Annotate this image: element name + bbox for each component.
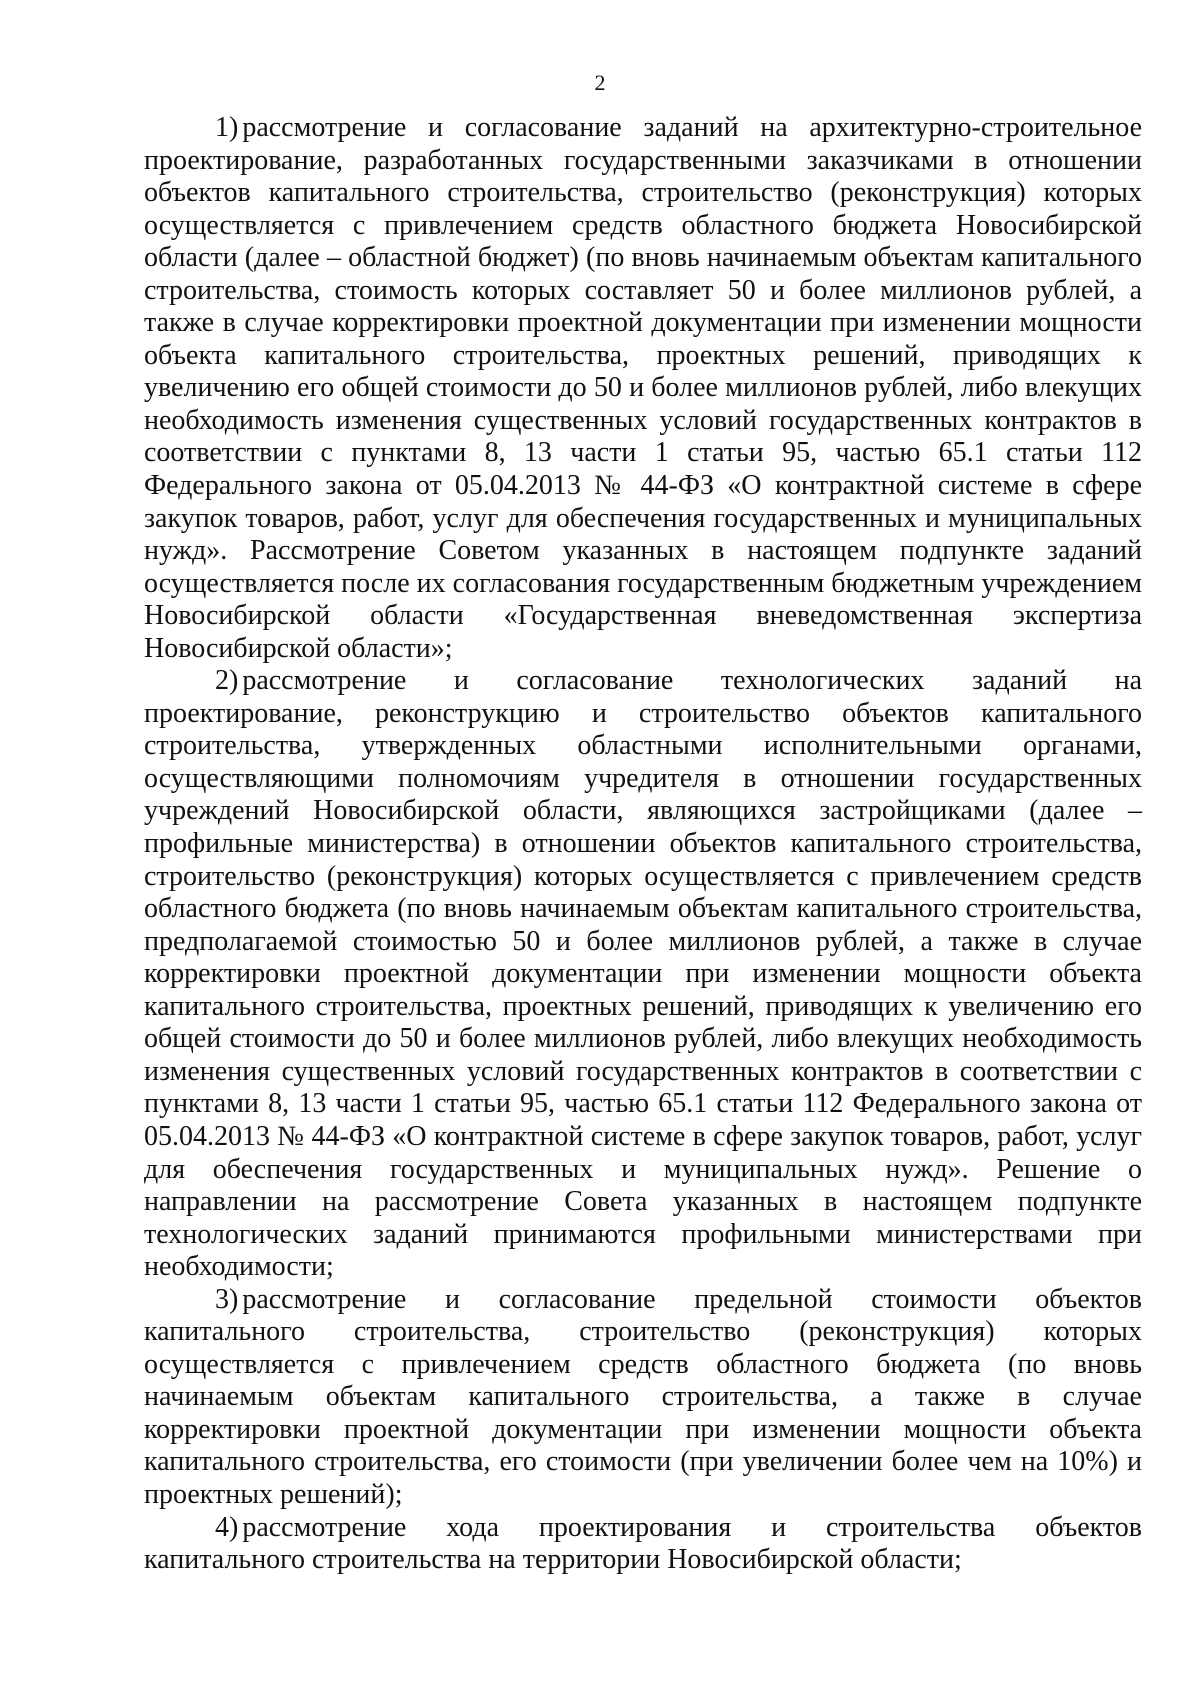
paragraph-item-3: [144, 1284, 1142, 1512]
paragraph-number: 4): [215, 1511, 239, 1543]
paragraph-text: рассмотрение хода проектирования и строительства объектов капитального строительства на территории Новосибирской области;: [144, 1511, 1142, 1576]
paragraph-number: 1): [215, 112, 239, 143]
page-number: 2: [594, 70, 606, 95]
paragraph-number: 2): [215, 665, 239, 697]
paragraph-item-4: [144, 1512, 1142, 1577]
document-body: [144, 112, 1142, 1577]
paragraph-text: рассмотрение и согласование предельной стоимости объектов капитального строительства, строительство (реконструкция) которых осуществляется с привлечением средств областного бюджета (по вновь начинаемым объектам капитального строительства, а также в случае корректировки проектной документации при изменении мощности объекта капитального строительства, его стоимости (при увеличении более чем на 10%) и проектных решений);: [144, 1283, 1142, 1510]
paragraph-text: рассмотрение и согласование заданий на архитектурно-строительное проектирование, разработанных государственными заказчиками в отношении объектов капитального строительства, строительство (реконструкция) которых осуществляется с привлечением средств областного бюджета Новосибирской области (далее – областной бюджет) (по вновь начинаемым объектам капитального строительства, стоимость которых составляет 50 и более миллионов рублей, а также в случае корректировки проектной документации при изменении мощности объекта капитального строительства, проектных решений, приводящих к увеличению его общей стоимости до 50 и более миллионов рублей, либо влекущих необходимость изменения существенных условий государственных контрактов в соответствии с пунктами 8, 13 части 1 статьи 95, частью 65.1 статьи 112 Федерального закона от 05.04.2013 № 44-ФЗ «О контрактной системе в сфере закупок товаров, работ, услуг для обеспечения государственных и муниципальных нужд». Рассмотрение Советом указанных в настоящем подпункте заданий осуществляется после их согласования государственным бюджетным учреждением Новосибирской области «Государственная вневедомственная экспертиза Новосибирской области»;: [144, 112, 1142, 664]
paragraph-number: 3): [215, 1283, 239, 1315]
paragraph-item-1: [144, 112, 1142, 665]
paragraph-item-2: [144, 665, 1142, 1283]
paragraph-text: рассмотрение и согласование технологических заданий на проектирование, реконструкцию и строительство объектов капитального строительства, утвержденных областными исполнительными органами, осуществляющими полномочиям учредителя в отношении государственных учреждений Новосибирской области, являющихся застройщиками (далее – профильные министерства) в отношении объектов капитального строительства, строительство (реконструкция) которых осуществляется с привлечением средств областного бюджета (по вновь начинаемым объектам капитального строительства, предполагаемой стоимостью 50 и более миллионов рублей, а также в случае корректировки проектной документации при изменении мощности объекта капитального строительства, проектных решений, приводящих к увеличению его общей стоимости до 50 и более миллионов рублей, либо влекущих необходимость изменения существенных условий государственных контрактов в соответствии с пунктами 8, 13 части 1 статьи 95, частью 65.1 статьи 112 Федерального закона от 05.04.2013 № 44-ФЗ «О контрактной системе в сфере закупок товаров, работ, услуг для обеспечения государственных и муниципальных нужд». Решение о направлении на рассмотрение Совета указанных в настоящем подпункте технологических заданий принимаются профильными министерствами при необходимости;: [144, 665, 1142, 1283]
